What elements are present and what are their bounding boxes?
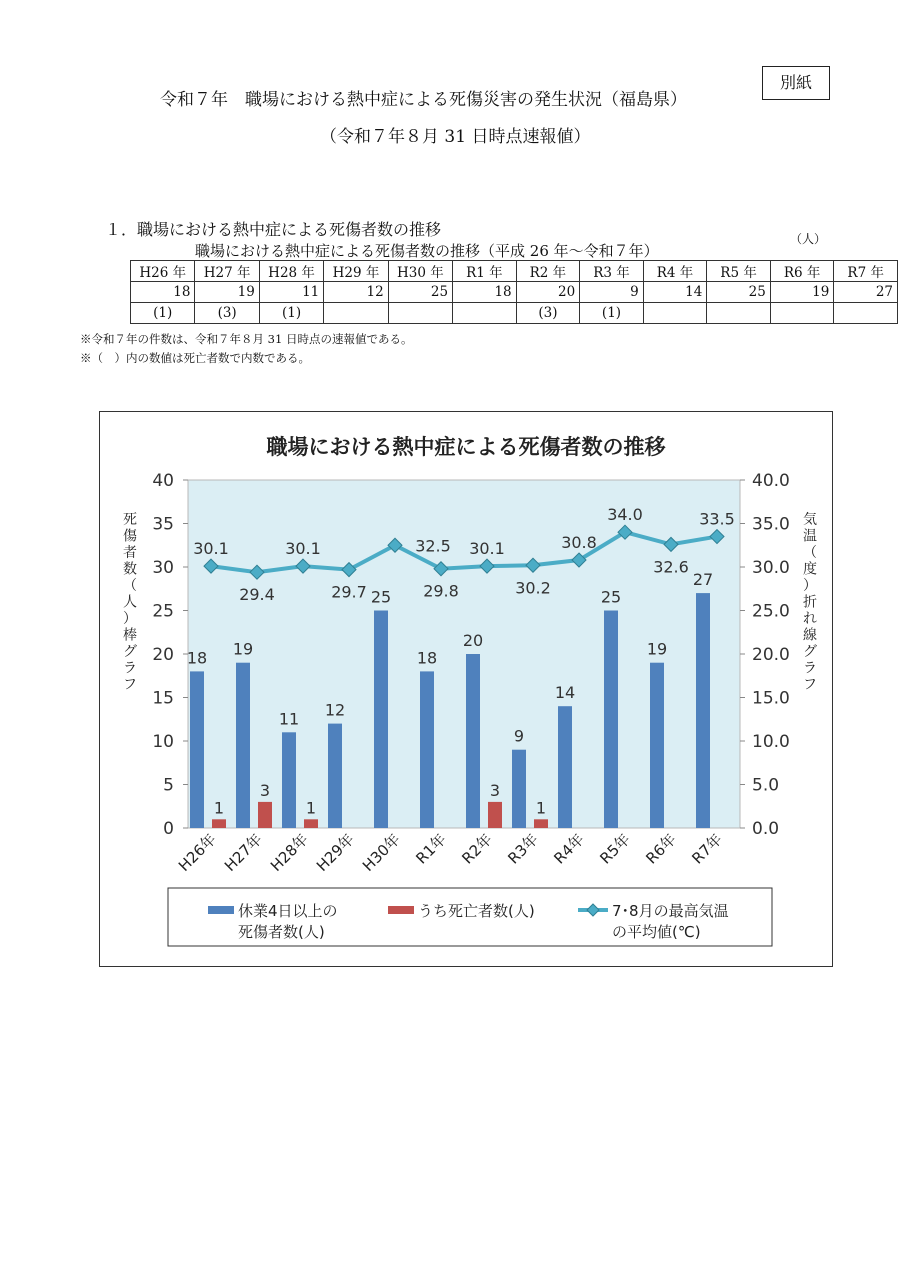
y2-tick-label: 40.0 <box>752 471 790 491</box>
y2-tick-label: 20.0 <box>752 645 790 665</box>
table-row-deaths <box>131 303 898 324</box>
injured-cell: 9 <box>580 282 644 303</box>
year-cell: R7 年 <box>834 261 898 282</box>
legend-swatch-deaths <box>388 906 414 914</box>
y2-tick-label: 25.0 <box>752 601 790 622</box>
injured-cell: 14 <box>643 282 707 303</box>
bar-deaths-label: 1 <box>213 798 225 818</box>
temperature-label: 34.0 <box>607 505 643 525</box>
injured-cell: 12 <box>324 282 388 303</box>
bar-deaths <box>212 819 226 828</box>
temperature-label: 29.4 <box>239 585 275 605</box>
bar-injured <box>466 654 480 828</box>
deaths-cell <box>388 303 452 324</box>
injured-cell: 25 <box>388 282 452 303</box>
temperature-label: 30.1 <box>469 539 505 559</box>
injured-cell: 18 <box>453 282 517 303</box>
y-tick-label: 10 <box>152 732 174 752</box>
x-tick-label: H30年 <box>359 830 404 875</box>
x-tick-label: H28年 <box>267 830 312 875</box>
temperature-label: 29.8 <box>423 581 459 601</box>
x-tick-label: R5年 <box>596 830 634 868</box>
bar-deaths-label: 3 <box>489 780 501 800</box>
year-cell: R1 年 <box>453 261 517 282</box>
bar-injured <box>282 732 296 828</box>
x-tick-label: R7年 <box>688 830 726 868</box>
injured-cell: 27 <box>834 282 898 303</box>
x-tick-label: R4年 <box>550 830 588 868</box>
table-row-injured <box>131 282 898 303</box>
bar-injured-label: 18 <box>416 648 438 668</box>
deaths-cell <box>834 303 898 324</box>
bar-injured-label: 19 <box>232 639 254 659</box>
bar-injured-label: 20 <box>462 631 484 650</box>
injured-cell: 18 <box>131 282 195 303</box>
bar-injured-label: 25 <box>370 587 392 607</box>
y-tick-label: 15 <box>152 688 174 709</box>
year-cell: R5 年 <box>707 261 771 282</box>
injured-cell: 11 <box>259 282 323 303</box>
y-tick-label: 0 <box>163 819 174 839</box>
temperature-label: 30.1 <box>193 539 229 559</box>
bar-injured-label: 19 <box>646 639 668 659</box>
legend-label: 休業4日以上の <box>238 902 338 920</box>
legend-label: の平均値(℃) <box>612 923 701 941</box>
injured-cell: 19 <box>195 282 259 303</box>
y2-tick-label: 35.0 <box>752 514 790 535</box>
injured-cell: 19 <box>770 282 834 303</box>
year-cell: H29 年 <box>324 261 388 282</box>
year-cell: R4 年 <box>643 261 707 282</box>
y-tick-label: 25 <box>152 601 174 622</box>
bar-injured-label: 12 <box>324 700 346 720</box>
temperature-label: 30.1 <box>285 539 321 559</box>
temperature-label: 30.8 <box>561 533 597 553</box>
legend-label: 死傷者数(人) <box>238 923 325 941</box>
deaths-cell <box>707 303 771 324</box>
x-tick-label: R1年 <box>412 830 450 868</box>
table-header-row <box>131 261 898 282</box>
x-tick-label: R3年 <box>504 830 542 868</box>
year-cell: H30 年 <box>388 261 452 282</box>
bar-injured <box>374 611 388 829</box>
footnote-2: ※（ ）内の数値は死亡者数で内数である。 <box>80 351 310 365</box>
bar-deaths-label: 3 <box>259 780 271 800</box>
y2-tick-label: 30.0 <box>752 558 790 578</box>
bar-injured-label: 11 <box>278 709 300 729</box>
bar-deaths-label: 1 <box>535 798 547 818</box>
x-tick-label: H26年 <box>175 830 220 875</box>
bar-injured-label: 18 <box>186 648 208 668</box>
year-cell: R3 年 <box>580 261 644 282</box>
bar-injured-label: 27 <box>692 570 714 590</box>
bar-deaths <box>304 819 318 828</box>
deaths-cell <box>324 303 388 324</box>
year-cell: H26 年 <box>131 261 195 282</box>
deaths-cell: (1) <box>259 303 323 324</box>
deaths-cell: (3) <box>516 303 580 324</box>
x-tick-label: H27年 <box>221 830 266 875</box>
bar-injured <box>558 706 572 828</box>
page-subtitle: （令和７年８月 31 日時点速報値） <box>320 127 591 147</box>
section-heading: １．職場における熱中症による死傷者数の推移 <box>105 220 442 239</box>
y2-tick-label: 5.0 <box>752 775 780 796</box>
year-cell: R2 年 <box>516 261 580 282</box>
year-cell: H27 年 <box>195 261 259 282</box>
bar-injured <box>236 663 250 828</box>
bar-deaths-label: 1 <box>305 798 317 818</box>
year-cell: R6 年 <box>770 261 834 282</box>
attachment-label: 別紙 <box>762 66 830 100</box>
bar-deaths <box>488 802 502 828</box>
temperature-label: 32.5 <box>415 536 451 556</box>
x-tick-label: R6年 <box>642 830 680 868</box>
injured-cell: 20 <box>516 282 580 303</box>
bar-deaths <box>258 802 272 828</box>
bar-injured <box>328 724 342 828</box>
y2-axis-title: 気温（度）折れ線グラフ <box>803 512 817 693</box>
y-tick-label: 5 <box>163 775 174 796</box>
y2-tick-label: 0.0 <box>752 819 780 839</box>
bar-injured <box>604 611 618 829</box>
x-tick-label: H29年 <box>313 830 358 875</box>
y-tick-label: 20 <box>152 645 174 665</box>
legend-swatch-injured <box>208 906 234 914</box>
deaths-cell <box>643 303 707 324</box>
bar-deaths <box>534 819 548 828</box>
bar-injured-label: 9 <box>513 726 525 746</box>
casualty-chart <box>100 412 832 966</box>
x-tick-label: R2年 <box>458 830 496 868</box>
table-caption: 職場における熱中症による死傷者数の推移（平成 26 年～令和７年） <box>195 242 659 260</box>
temperature-label: 33.5 <box>699 509 735 529</box>
bar-injured <box>650 663 664 828</box>
legend-label: 7･8月の最高気温 <box>612 902 729 920</box>
bar-injured <box>696 593 710 828</box>
temperature-label: 29.7 <box>331 582 367 602</box>
temperature-label: 30.2 <box>515 578 551 598</box>
deaths-cell: (1) <box>131 303 195 324</box>
y-axis-title: 死傷者数（人）棒グラフ <box>123 512 137 693</box>
casualty-table <box>130 260 898 324</box>
bar-injured <box>190 671 204 828</box>
bar-injured <box>512 750 526 828</box>
y2-tick-label: 15.0 <box>752 688 790 709</box>
temperature-label: 32.6 <box>653 557 689 577</box>
deaths-cell <box>770 303 834 324</box>
bar-injured <box>420 671 434 828</box>
deaths-cell <box>453 303 517 324</box>
page-title: 令和７年 職場における熱中症による死傷災害の発生状況（福島県） <box>160 90 687 110</box>
y-tick-label: 40 <box>152 471 174 491</box>
bar-injured-label: 14 <box>554 683 576 703</box>
injured-cell: 25 <box>707 282 771 303</box>
chart-title: 職場における熱中症による死傷者数の推移 <box>266 435 666 459</box>
y2-tick-label: 10.0 <box>752 732 790 752</box>
deaths-cell: (1) <box>580 303 644 324</box>
bar-injured-label: 25 <box>600 587 622 607</box>
legend-label: うち死亡者数(人) <box>418 902 535 920</box>
y-tick-label: 30 <box>152 558 174 578</box>
footnote-1: ※令和７年の件数は、令和７年８月 31 日時点の速報値である。 <box>80 332 413 346</box>
year-cell: H28 年 <box>259 261 323 282</box>
deaths-cell: (3) <box>195 303 259 324</box>
y-tick-label: 35 <box>152 514 174 535</box>
table-unit: （人） <box>790 232 827 246</box>
chart-frame <box>99 411 833 967</box>
